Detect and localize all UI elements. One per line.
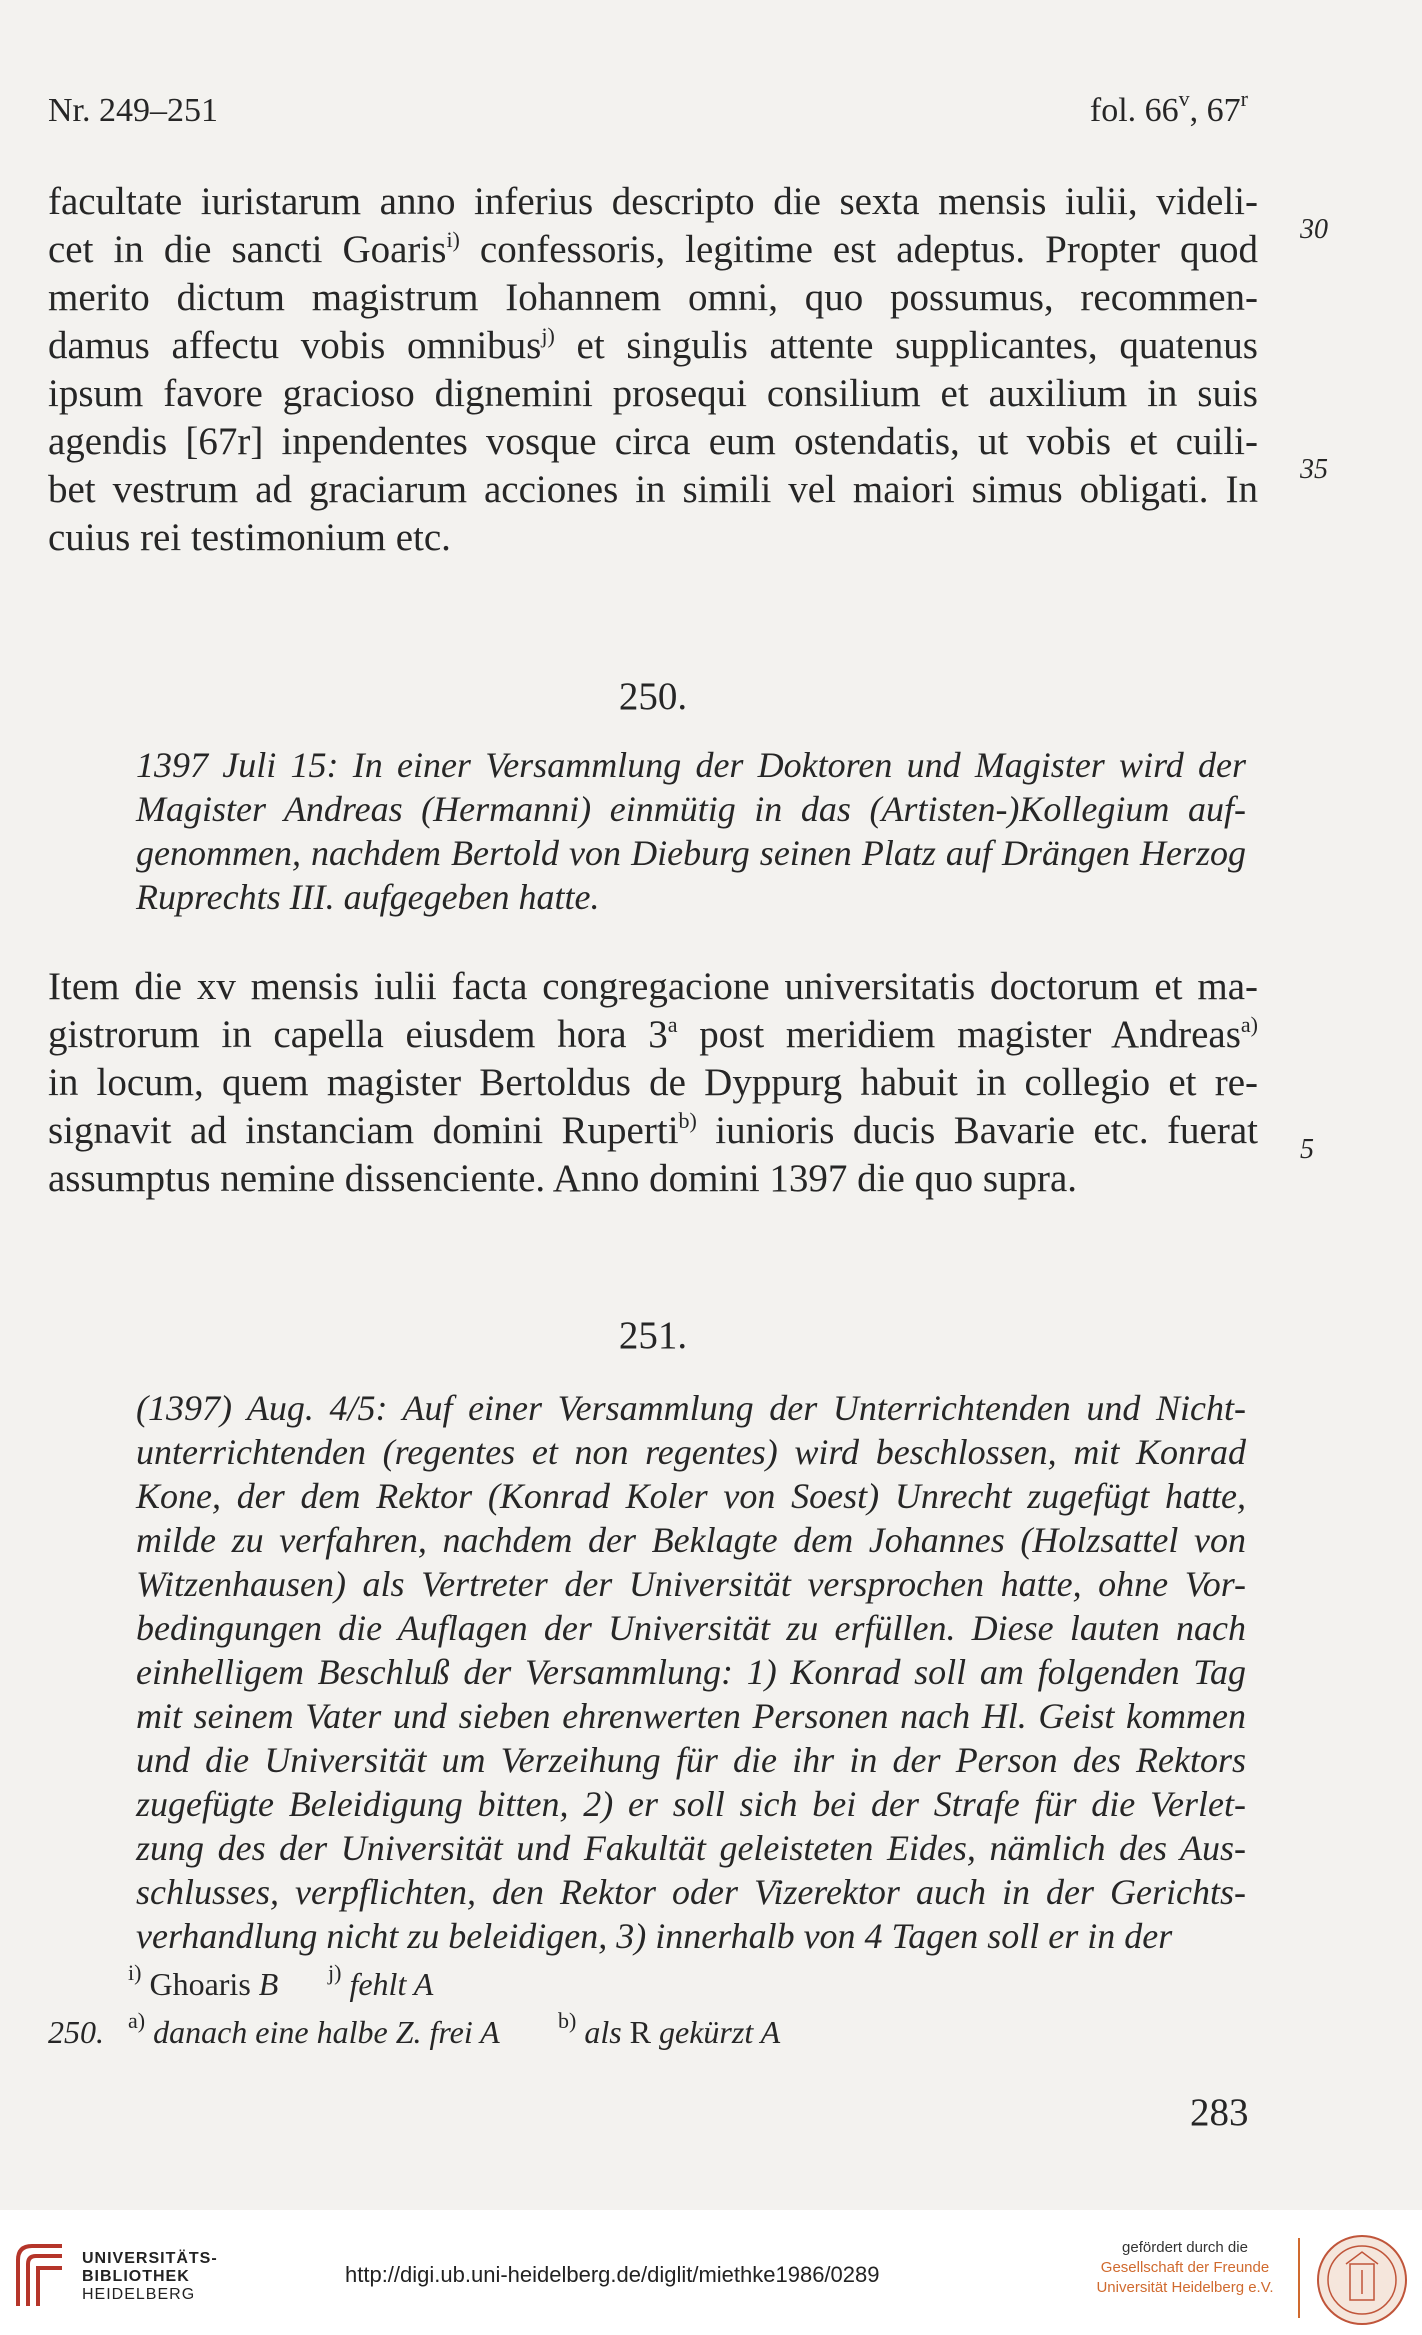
footnote-row	[48, 2008, 1248, 2056]
text-line: bet vestrum ad graciarum acciones in simili vel maiori simus obligati. In	[48, 468, 1258, 511]
entry-250-text	[48, 963, 1258, 1203]
text-line: Witzenhausen) als Vertreter der Universität versprochen hatte, ohne Vor-	[136, 1564, 1246, 1604]
entry-251-number: 251.	[618, 1314, 688, 1357]
text-line: (1397) Aug. 4/5: Auf einer Versammlung der Unterrichtenden und Nicht-	[136, 1388, 1246, 1428]
footer-divider	[1298, 2238, 1300, 2318]
text-line: damus affectu vobis omnibus$^{j)}$ et singulis attente supplicantes, quatenus	[48, 323, 1258, 367]
text-line: cuius rei testimonium etc.	[48, 516, 451, 559]
entry-251-regest	[48, 1386, 1258, 1958]
footnote-a: $^{a)}$ danach eine halbe Z. frei A	[128, 2008, 500, 2050]
text-line: in locum, quem magister Bertoldus de Dyppurg habuit in collegio et re-	[48, 1061, 1258, 1104]
permalink-url[interactable]: http://digi.ub.uni-heidelberg.de/diglit/miethke1986/0289	[345, 2262, 880, 2287]
sponsor-credit[interactable]: gefördert durch die Gesellschaft der Freunde Universität Heidelberg e.V.	[1096, 2239, 1274, 2296]
library-name[interactable]: UNIVERSITÄTS- BIBLIOTHEK HEIDELBERG	[82, 2250, 218, 2303]
text-line: assumptus nemine dissenciente. Anno domini 1397 die quo supra.	[48, 1157, 1078, 1200]
header-folio: fol. 66$^v$, 67$^r$	[1089, 86, 1248, 129]
text-line: Ruprechts III. aufgegeben hatte.	[136, 877, 600, 917]
text-line: zung des der Universität und Fakultät geleisteten Eides, nämlich des Aus-	[136, 1828, 1246, 1868]
entry-249-continuation	[48, 178, 1258, 562]
text-line: facultate iuristarum anno inferius descripto die sexta mensis iulii, videli-	[48, 180, 1258, 223]
text-line: und die Universität um Verzeihung für die ihr in der Person des Rektors	[136, 1740, 1246, 1780]
text-body	[48, 178, 1258, 1958]
margin-line-number: 35	[1300, 454, 1328, 485]
text-line: unterrichtenden (regentes et non regentes) wird beschlossen, mit Konrad	[136, 1432, 1246, 1472]
text-line: mit seinem Vater und sieben ehrenwerten Personen nach Hl. Geist kommen	[136, 1696, 1246, 1736]
page-number: 283	[1190, 2091, 1249, 2134]
text-line: genommen, nachdem Bertold von Dieburg seinen Platz auf Drängen Herzog	[136, 833, 1246, 873]
university-seal-icon	[1316, 2234, 1408, 2326]
entry-250-regest	[48, 743, 1258, 919]
text-line: einhelligem Beschluß der Versammlung: 1) Konrad soll am folgenden Tag	[136, 1652, 1246, 1692]
margin-line-number: 5	[1300, 1134, 1314, 1165]
footnote-entry-ref: 250.	[48, 2014, 104, 2050]
text-line: verhandlung nicht zu beleidigen, 3) innerhalb von 4 Tagen soll er in der	[136, 1916, 1173, 1956]
running-header	[48, 86, 1248, 132]
text-line: cet in die sancti Goaris$^{i)}$ confessoris, legitime est adeptus. Propter quod	[48, 227, 1258, 271]
text-line: signavit ad instanciam domini Ruperti$^{b)}$ iunioris ducis Bavarie etc. fuerat	[48, 1108, 1258, 1152]
text-line: agendis [67r] inpendentes vosque circa eum ostendatis, ut vobis et cuili-	[48, 420, 1258, 463]
text-line: bedingungen die Auflagen der Universität zu erfüllen. Diese lauten nach	[136, 1608, 1246, 1648]
entry-250-number: 250.	[618, 675, 688, 718]
text-line: schlusses, verpflichten, den Rektor oder Vizerektor auch in der Gerichts-	[136, 1872, 1246, 1912]
text-line: ipsum favore gracioso dignemini prosequi consilium et auxilium in suis	[48, 372, 1258, 415]
viewer-footer	[0, 2210, 1422, 2335]
text-line: gistrorum in capella eiusdem hora 3$^a$ post meridiem magister Andreas$^{a)}$	[48, 1012, 1258, 1056]
ub-library-logo-icon	[10, 2238, 70, 2308]
footnote-b: $^{b)}$ als R gekürzt A	[558, 2008, 781, 2050]
text-line: Magister Andreas (Hermanni) einmütig in das (Artisten-)Kollegium auf-	[136, 789, 1246, 829]
text-line: merito dictum magistrum Iohannem omni, quo possumus, recommen-	[48, 276, 1258, 319]
footnotes	[48, 1960, 1248, 2056]
text-line: Kone, der dem Rektor (Konrad Koler von Soest) Unrecht zugefügt hatte,	[136, 1476, 1246, 1516]
text-line: 1397 Juli 15: In einer Versammlung der Doktoren und Magister wird der	[136, 745, 1246, 785]
text-line: zugefügte Beleidigung bitten, 2) er soll sich bei der Strafe für die Verlet-	[136, 1784, 1246, 1824]
text-line: milde zu verfahren, nachdem der Beklagte dem Johannes (Holzsattel von	[136, 1520, 1246, 1560]
margin-line-number: 30	[1300, 214, 1328, 245]
header-entry-range: Nr. 249–251	[48, 92, 218, 129]
footnote-row	[48, 1960, 1248, 2008]
text-line: Item die xv mensis iulii facta congregacione universitatis doctorum et ma-	[48, 965, 1258, 1008]
footnote-i: $^{i)}$ Ghoaris B	[128, 1960, 279, 2002]
footnote-j: $^{j)}$ fehlt A	[328, 1960, 434, 2002]
